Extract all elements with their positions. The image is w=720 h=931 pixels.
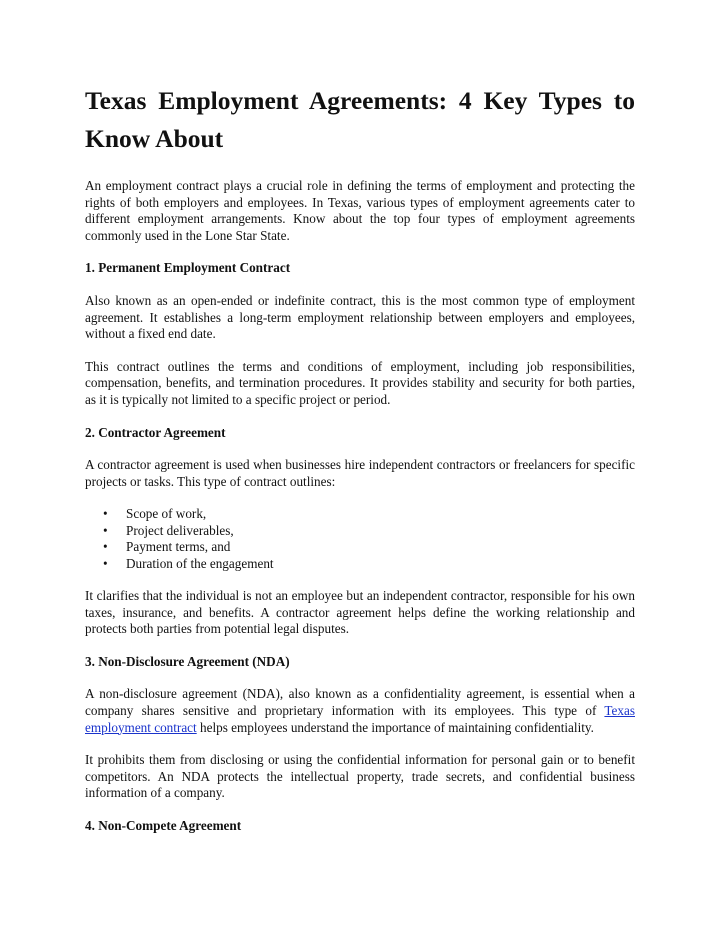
bullet-icon: • <box>103 555 108 571</box>
document-page <box>85 82 635 850</box>
bullet-icon: • <box>103 539 108 555</box>
section-heading-contractor: 2. Contractor Agreement <box>85 424 226 440</box>
contractor-paragraph-2: It clarifies that the individual is not an employee but an independent contractor, responsible for his own taxes, insurance, and benefits. A contractor agreement helps define the working relationship and protects both parties from potential legal disputes. <box>85 587 635 637</box>
section-heading-nda: 3. Non-Disclosure Agreement (NDA) <box>85 653 290 669</box>
nda-paragraph-1: A non-disclosure agreement (NDA), also known as a confidentiality agreement, is essential when a company shares sensitive and proprietary information with its employees. This type of Texas employment contract helps employees understand the importance of maintaining confidentiality. <box>85 686 635 735</box>
permanent-paragraph-1: Also known as an open-ended or indefinite contract, this is the most common type of employment agreement. It establishes a long-term employment relationship between employers and employees, without a fixed end date. <box>85 292 635 342</box>
list-item: • Payment terms, and <box>103 539 231 555</box>
permanent-paragraph-2: This contract outlines the terms and conditions of employment, including job responsibilities, compensation, benefits, and termination procedures. It provides stability and security for both parties, as it is typically not limited to a specific project or period. <box>85 358 635 407</box>
intro-paragraph: An employment contract plays a crucial role in defining the terms of employment and protecting the rights of both employers and employees. In Texas, various types of employment agreements cater to different employment arrangements. Know about the top four types of employment agreements commonly used in the Lone Star State. <box>85 178 635 243</box>
list-item: • Scope of work, <box>103 506 207 522</box>
nda-paragraph-2: It prohibits them from disclosing or using the confidential information for personal gain or to benefit competitors. An NDA protects the intellectual property, trade secrets, and confidential business information of a company. <box>85 752 635 801</box>
section-heading-permanent: 1. Permanent Employment Contract <box>85 260 291 276</box>
list-item: • Project deliverables, <box>103 522 234 538</box>
contractor-bullet-list <box>85 506 635 572</box>
texas-employment-contract-link[interactable]: Texas employment contract <box>85 702 635 735</box>
contractor-paragraph-1: A contractor agreement is used when businesses hire independent contractors or freelancers for specific projects or tasks. This type of contract outlines: <box>85 457 635 489</box>
bullet-icon: • <box>103 506 108 522</box>
page-title: Texas Employment Agreements: 4 Key Types to Know About <box>85 86 635 153</box>
section-heading-non-compete: 4. Non-Compete Agreement <box>85 817 242 833</box>
list-item: • Duration of the engagement <box>103 555 274 571</box>
bullet-icon: • <box>103 522 108 538</box>
